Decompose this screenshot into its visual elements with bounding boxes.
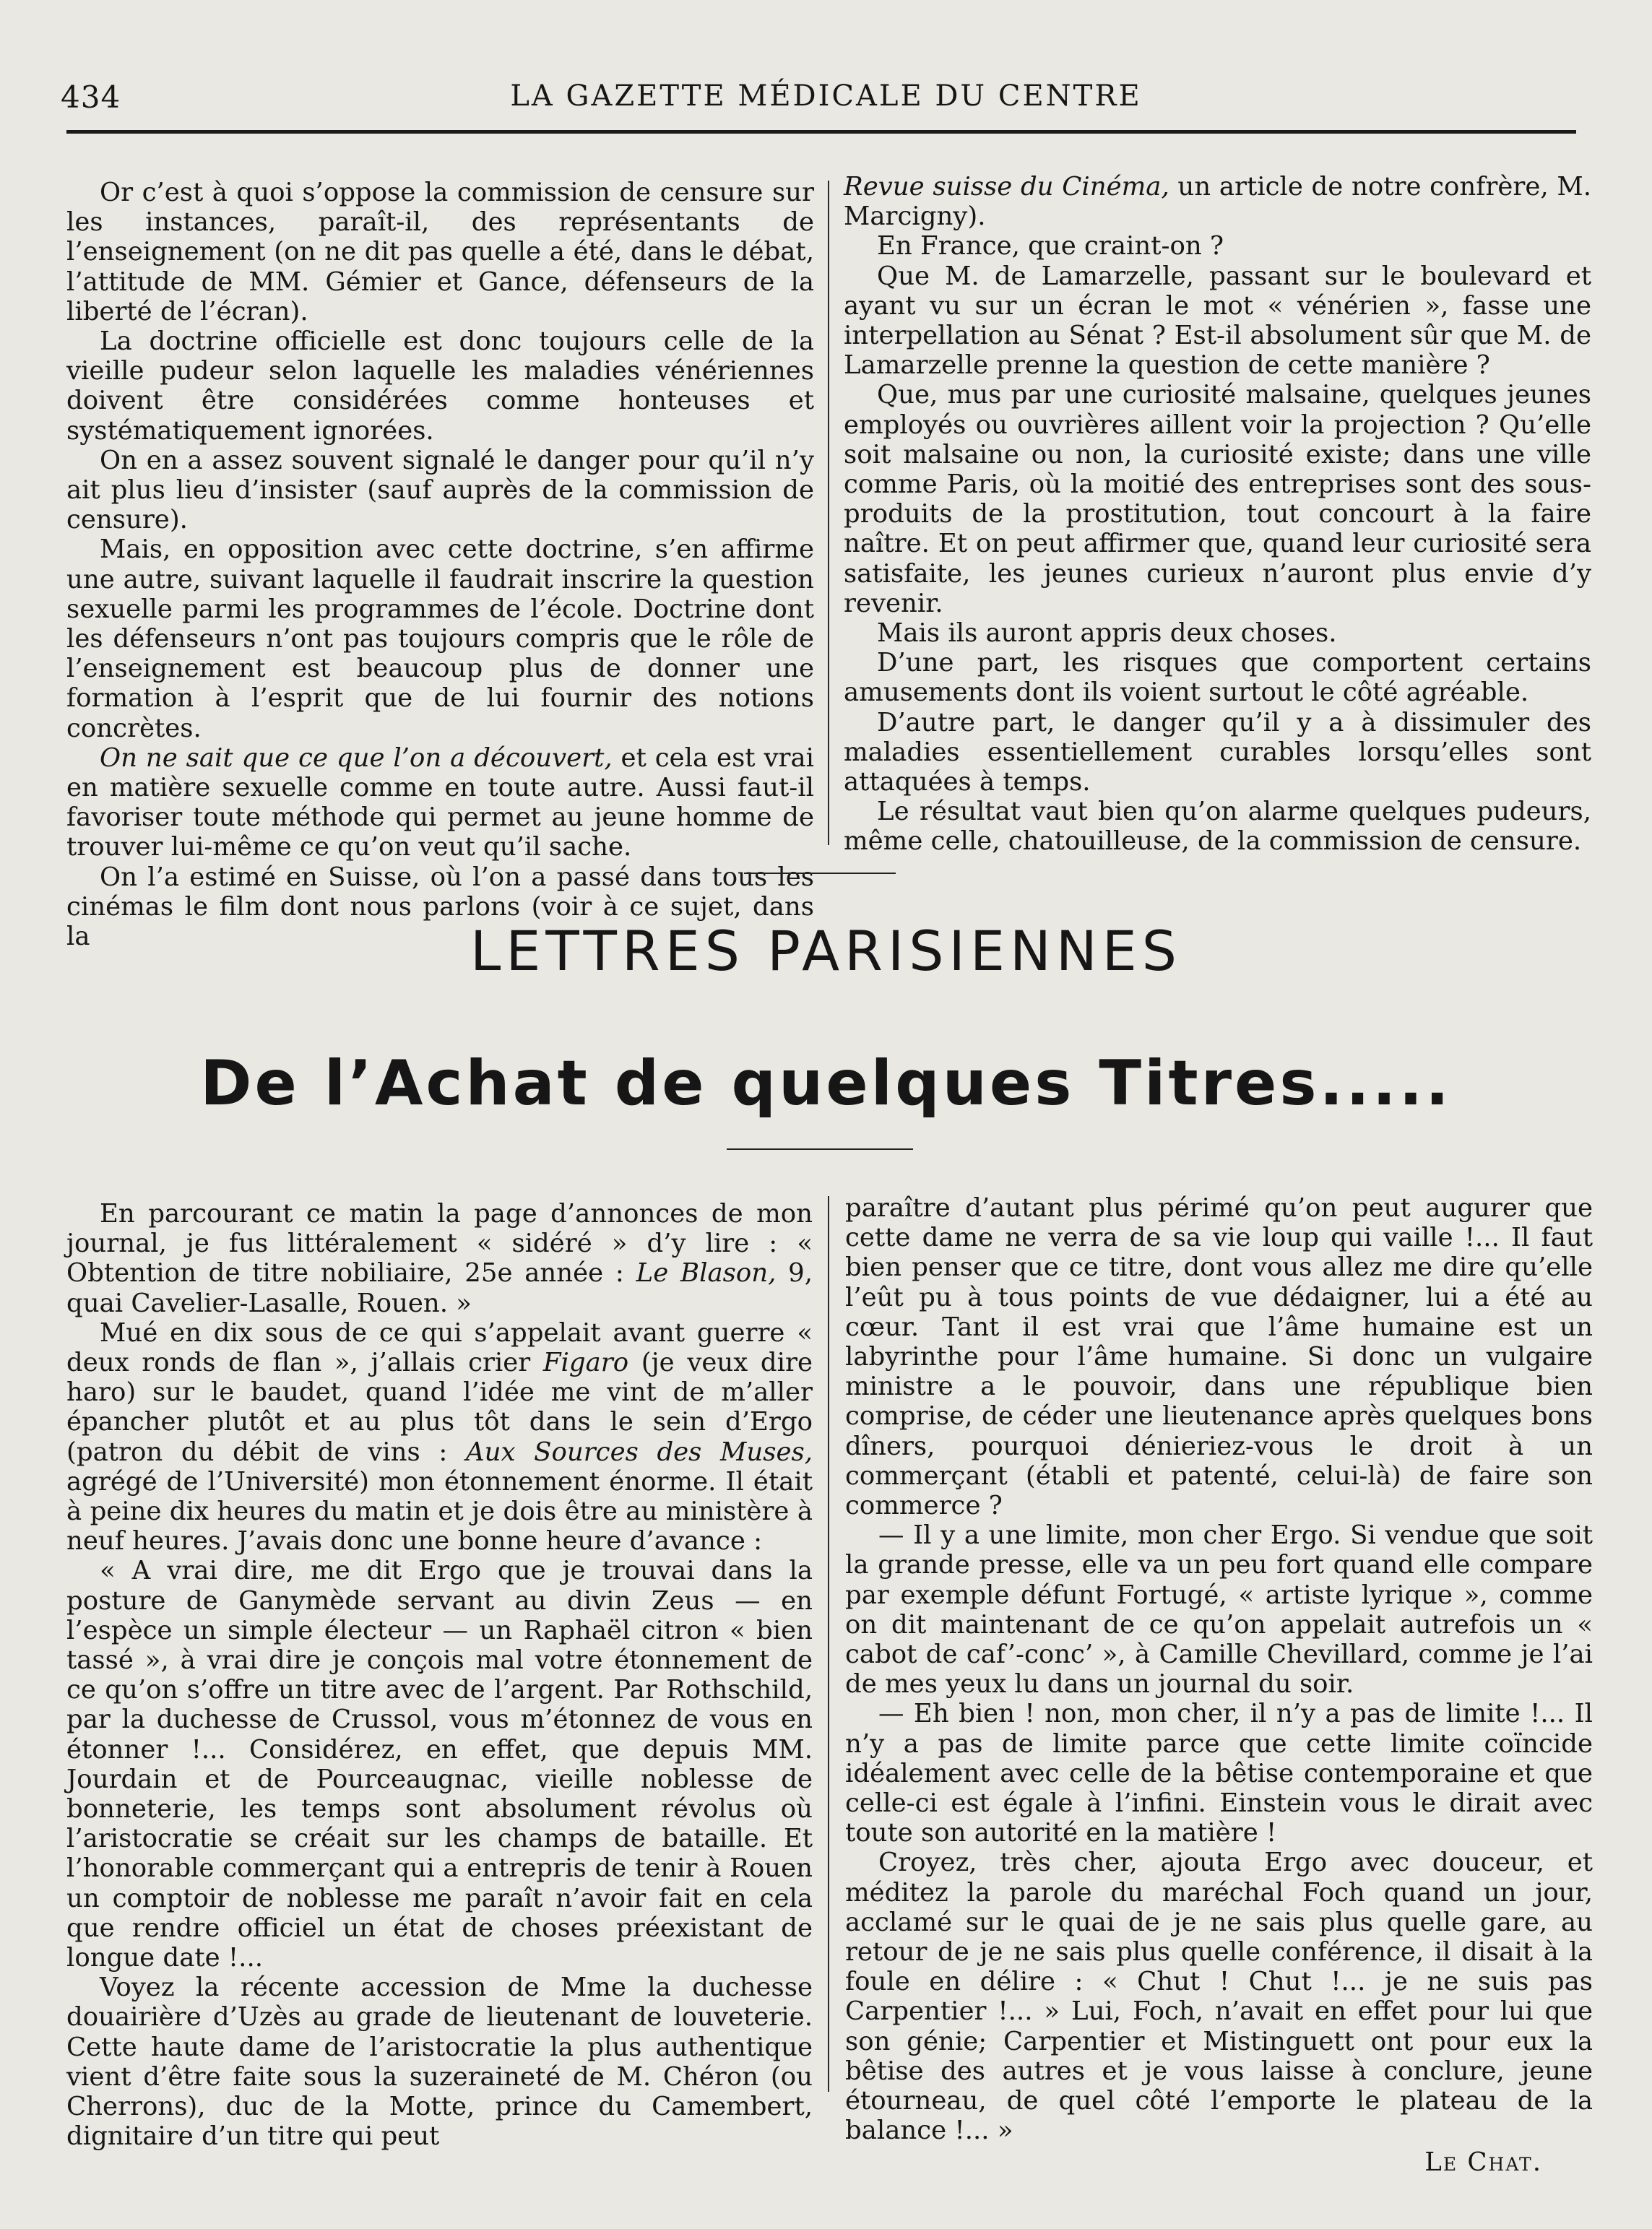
- column-divider: [828, 181, 829, 845]
- italic-maxim: On ne sait que ce que l’on a découvert,: [100, 743, 613, 773]
- header-rule: [66, 130, 1576, 134]
- top-left-column: [66, 178, 821, 951]
- paragraph: Que, mus par une curiosité malsaine, quelques jeunes employés ou ouvrières aillent voir la projection ? Qu’elle soit malsaine ou non, la curiosité existe; dans une ville comme Paris, où la moitié des entreprises sont des sous-produits de la prostitution, tout concourt à la faire naître. Et on peut affirmer que, quand leur curiosité sera satisfaite, les jeunes curieux n’auront plus envie d’y revenir.: [844, 380, 1591, 618]
- paragraph: Que M. de Lamarzelle, passant sur le boulevard et ayant vu sur un écran le mot « vénérien », fasse une interpellation au Sénat ? Est-il absolument sûr que M. de Lamarzelle prenne la question de cette manière ?: [844, 261, 1591, 381]
- section-title: LETTRES PARISIENNES: [470, 919, 1182, 983]
- paragraph: D’autre part, le danger qu’il y a à dissimuler des maladies essentiellement curables lorsqu’elles sont attaquées à temps.: [844, 707, 1591, 797]
- italic-le-blason: Le Blason,: [636, 1258, 777, 1289]
- paragraph: On ne sait que ce que l’on a découvert, et cela est vrai en matière sexuelle comme en toute autre. Aussi faut-il favoriser toute méthode qui permet au jeune homme de trouver lui-même ce qu’on veut qu’il sache.: [66, 743, 814, 862]
- paragraph: — Il y a une limite, mon cher Ergo. Si vendue que soit la grande presse, elle va un peu fort quand elle compare par exemple défunt Fortugé, « artiste lyrique », comme on dit maintenant de ce qu’on appelait autrefois un « cabot de caf’-conc’ », à Camille Chevillard, comme je l’ai de mes yeux lu dans un journal du soir.: [845, 1520, 1593, 1700]
- paragraph: En France, que craint-on ?: [877, 231, 1224, 261]
- paragraph: D’une part, les risques que comportent certains amusements dont ils voient surtout le côté agréable.: [844, 648, 1591, 708]
- paragraph: On en a assez souvent signalé le danger pour qu’il n’y ait plus lieu d’insister (sauf auprès de la commission de censure).: [66, 445, 814, 535]
- bottom-right-column: [845, 1193, 1600, 2177]
- paragraph-continued: paraître d’autant plus périmé qu’on peut augurer que cette dame ne verra de sa vie loup qui vaille !... Il faut bien penser que ce titre, dont vous allez me dire qu’elle l’eût pu à tous points de vue dédaigner, lui a été au cœur. Tant il est vrai que l’âme humaine est un labyrinthe pour l’âme humaine. Si donc un vulgaire ministre a le pouvoir, dans une république bien comprise, de céder une lieutenance après quelques bons dîners, pourquoi dénieriez-vous le droit à un commerçant (établi et patenté, celui-là) de faire son commerce ?: [845, 1193, 1593, 1521]
- paragraph: En parcourant ce matin la page d’annonces de mon journal, je fus littéralement « sidéré » d’y lire : « Obtention de titre nobiliaire, 25e année : Le Blason, 9, quai Cavelier-Lasalle, Rouen. »: [66, 1199, 813, 1318]
- italic-aux-sources: Aux Sources des Muses,: [465, 1437, 813, 1467]
- paragraph: La doctrine officielle est donc toujours celle de la vieille pudeur selon laquelle les maladies vénériennes doivent être considérées comme honteuses et systématiquement ignorées.: [66, 326, 814, 446]
- paragraph: Mais, en opposition avec cette doctrine, s’en affirme une autre, suivant laquelle il faudrait inscrire la question sexuelle parmi les programmes de l’école. Doctrine dont les défenseurs n’ont pas toujours compris que le rôle de l’enseignement est beaucoup plus de donner une formation à l’esprit que de lui fournir des notions concrètes.: [66, 534, 814, 743]
- section-separator-rule: [744, 873, 896, 874]
- paragraph: On l’a estimé en Suisse, où l’on a passé dans tous les cinémas le film dont nous parlons (voir à ce sujet, dans la: [66, 862, 814, 952]
- paragraph: Or c’est à quoi s’oppose la commission de censure sur les instances, paraît-il, des représentants de l’enseignement (on ne dit pas quelle a été, dans le débat, l’attitude de MM. Gémier et Gance, défenseurs de la liberté de l’écran).: [66, 178, 814, 326]
- paragraph: Mué en dix sous de ce qui s’appelait avant guerre « deux ronds de flan », j’allais crier Figaro (je veux dire haro) sur le baudet, quand l’idée me vint de m’aller épancher plutôt et au plus tôt dans le sein d’Ergo (patron du débit de vins : Aux Sources des Muses, agrégé de l’Université) mon étonnement énorme. Il était à peine dix heures du matin et je dois être au ministère à neuf heures. J’avais donc une bonne heure d’avance :: [66, 1317, 813, 1557]
- top-right-column: [844, 172, 1599, 857]
- paragraph: « A vrai dire, me dit Ergo que je trouvai dans la posture de Ganymède servant au divin Zeus — en l’espèce un simple électeur — un Raphaël citron « bien tassé », à vrai dire je conçois mal votre étonnement de ce qu’on s’offre un titre avec de l’argent. Par Rothschild, par la duchesse de Crussol, vous m’étonnez de vous en étonner !... Considérez, en effet, que depuis MM. Jourdain et de Pourceaugnac, vieille noblesse de bonneterie, les temps sont absolument révolus où l’aristocratie se créait sur les champs de bataille. Et l’honorable commerçant qui a entrepris de tenir à Rouen un comptoir de noblesse me paraît n’avoir fait en cela que rendre officiel un état de choses préexistant de longue date !...: [66, 1556, 813, 1973]
- article-title: De l’Achat de quelques Titres.....: [200, 1047, 1452, 1120]
- paragraph: Voyez la récente accession de Mme la duchesse douairière d’Uzès au grade de lieutenant de louveterie. Cette haute dame de l’aristocratie la plus authentique vient d’être faite sous la suzeraineté de M. Chéron (ou Cherrons), duc de la Motte, prince du Camembert, dignitaire d’un titre qui peut: [66, 1973, 813, 2152]
- author-signature: Le Chat.: [1424, 2147, 1542, 2177]
- paragraph: Mais ils auront appris deux choses.: [877, 618, 1337, 649]
- paragraph: — Eh bien ! non, mon cher, il n’y a pas de limite !... Il n’y a pas de limite parce que cette limite coïncide idéalement avec celle de la bêtise contemporaine et que celle-ci est égale à l’infini. Einstein vous le dirait avec toute son autorité en la matière !: [845, 1699, 1593, 1848]
- title-rule: [727, 1148, 913, 1150]
- italic-review-title: Revue suisse du Cinéma,: [844, 172, 1169, 202]
- italic-figaro: Figaro: [542, 1348, 629, 1378]
- paragraph: Le résultat vaut bien qu’on alarme quelques pudeurs, même celle, chatouilleuse, de la commission de censure.: [844, 797, 1591, 857]
- page-number: 434: [61, 79, 121, 115]
- running-head: LA GAZETTE MÉDICALE DU CENTRE: [510, 79, 1142, 113]
- bottom-left-column: [66, 1199, 821, 2152]
- paragraph: Croyez, très cher, ajouta Ergo avec douceur, et méditez la parole du maréchal Foch quand un jour, acclamé sur le quai de je ne sais plus quelle gare, au retour de je ne sais plus quelle conférence, il disait à la foule en délire : « Chut ! Chut !... je ne suis pas Carpentier !... » Lui, Foch, n’avait en effet pour lui que son génie; Carpentier et Mistinguett ont pour eux la bêtise des autres et je vous laisse à conclure, jeune étourneau, de quel côté l’emporte le plateau de la balance !... »: [845, 1848, 1593, 2146]
- paragraph-continued: Revue suisse du Cinéma, un article de notre confrère, M. Marcigny).: [844, 172, 1591, 232]
- column-divider: [828, 1196, 829, 2092]
